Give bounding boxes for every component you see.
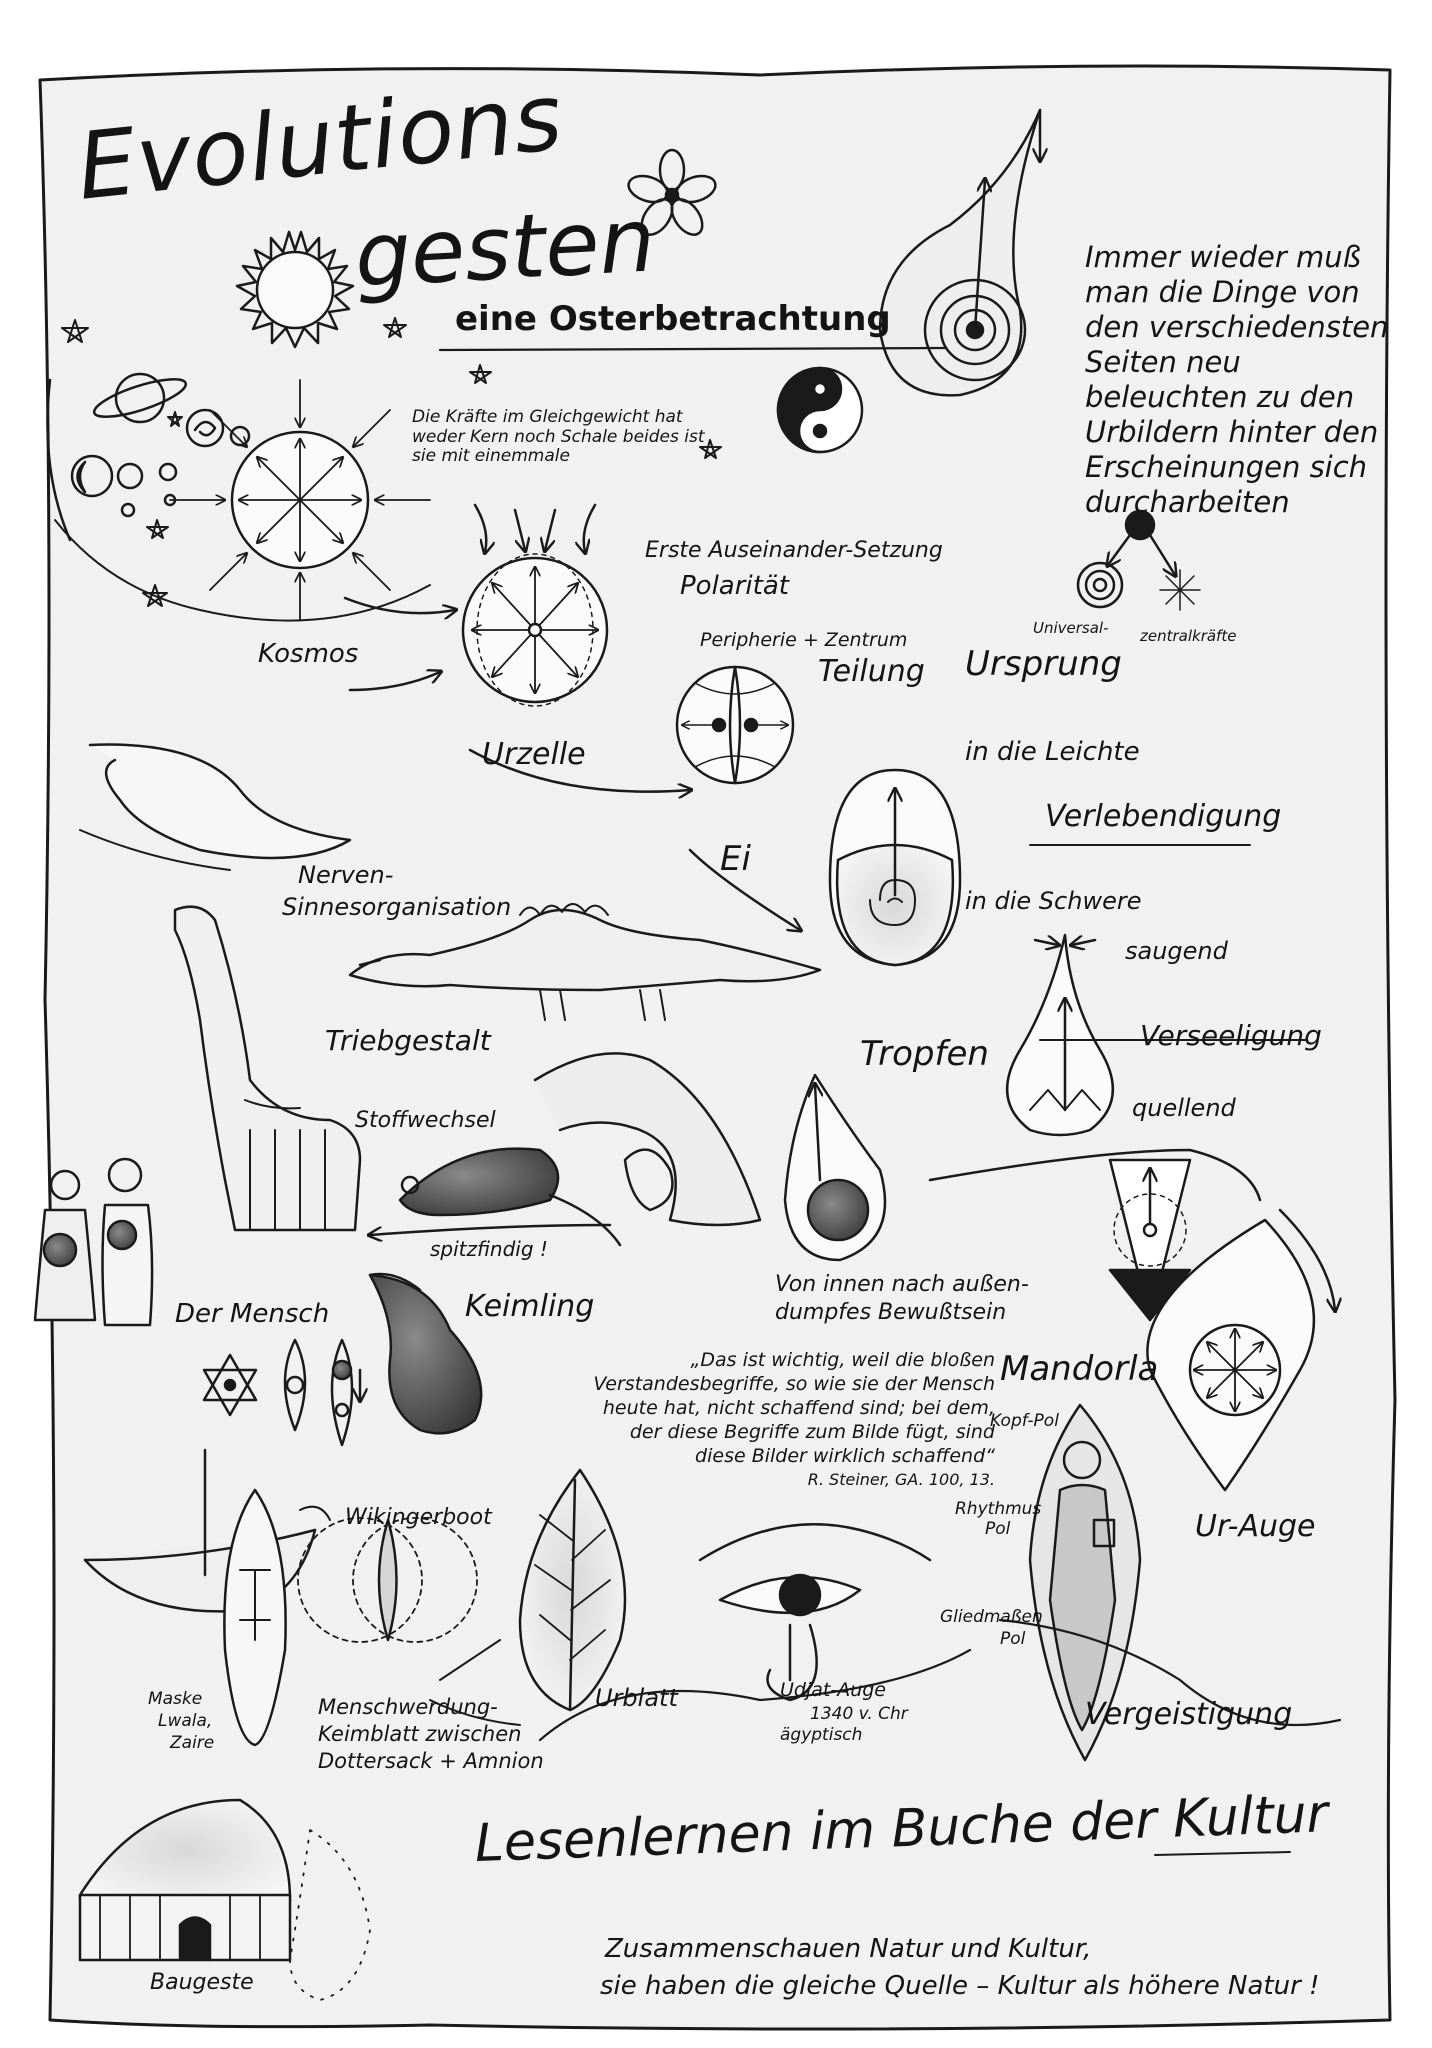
steiner-quote-line: heute hat, nicht schaffend sind; bei dem, [602, 1397, 995, 1419]
label-verseeligung: Verseeligung [1140, 1019, 1322, 1052]
label-keimling: Keimling [465, 1289, 595, 1324]
label-verlebendigung: Verlebendigung [1045, 799, 1282, 834]
label-auseinandersetzung: Erste Auseinander-Setzung [645, 538, 943, 563]
label-nerven: Nerven- [298, 861, 394, 889]
label-urzelle: Urzelle [482, 737, 586, 772]
label-peripherie: Peripherie + Zentrum [700, 629, 908, 651]
top-right-quote: Immer wieder muß man die Dinge von den verschiedensten Seiten neu beleuchten zu den Urbildern hinter den Erscheinungen sich durcharbeiten [1085, 240, 1389, 519]
label-urblatt: Urblatt [595, 1684, 678, 1712]
label-saugend: saugend [1125, 937, 1228, 965]
label-in-die-schwere: in die Schwere [965, 887, 1142, 915]
label-mandorla: Mandorla [1000, 1349, 1159, 1389]
footer-line-2: sie haben die gleiche Quelle – Kultur als höhere Natur ! [600, 1971, 1320, 2001]
label-polaritaet: Polarität [680, 571, 789, 601]
title-line-1: Evolutions [72, 63, 568, 221]
label-ursprung: Ursprung [965, 644, 1122, 684]
label-kosmos: Kosmos [258, 639, 359, 669]
label-rhythmus-pol: Pol [985, 1519, 1011, 1539]
label-teilung: Teilung [818, 654, 925, 689]
steiner-quote [525, 1348, 995, 1492]
steiner-quote-line: der diese Begriffe zum Bilde fügt, sind [629, 1421, 995, 1443]
label-tropfen: Tropfen [860, 1034, 989, 1074]
yinyang-icon [778, 368, 862, 452]
label-gliedmassen: Gliedmaßen [940, 1607, 1043, 1627]
label-dottersack: Dottersack + Amnion [318, 1749, 544, 1773]
label-udjat-origin: ägyptisch [780, 1725, 863, 1745]
label-universal: Universal- [1033, 619, 1109, 637]
steiner-quote-line: diese Bilder wirklich schaffend“ [695, 1445, 995, 1467]
urzelle-cell [677, 667, 793, 783]
subtitle: eine Osterbetrachtung [455, 299, 891, 339]
label-maske: Maske [148, 1689, 203, 1709]
label-maske-zaire: Zaire [170, 1733, 215, 1753]
label-zentralkraefte: zentralkräfte [1140, 627, 1237, 645]
label-dumpfes-bewusstsein: dumpfes Bewußtsein [775, 1300, 1007, 1325]
label-menschwerdung: Menschwerdung- [318, 1695, 498, 1719]
label-sinnesorganisation: Sinnesorganisation [282, 893, 512, 921]
label-maske-lwala: Lwala, [158, 1711, 213, 1731]
footer-line-1: Zusammenschauen Natur und Kultur, [605, 1934, 1092, 1964]
label-vergeistigung: Vergeistigung [1085, 1697, 1293, 1732]
label-udjat-date: 1340 v. Chr [810, 1704, 908, 1724]
label-wikingerboot: Wikingerboot [345, 1505, 492, 1530]
label-gleichgewicht: Die Kräfte im Gleichgewicht hat weder Kern noch Schale beides ist sie mit einemmale [412, 407, 705, 467]
steiner-quote-source: R. Steiner, GA. 100, 13. [807, 1470, 995, 1489]
label-von-innen: Von innen nach außen- [775, 1272, 1029, 1297]
label-in-die-leichte: in die Leichte [965, 737, 1140, 767]
label-quellend: quellend [1132, 1094, 1236, 1122]
label-gliedmassen-pol: Pol [1000, 1629, 1026, 1649]
label-baugeste: Baugeste [150, 1970, 254, 1995]
label-triebgestalt: Triebgestalt [325, 1024, 491, 1057]
label-kopf-pol: Kopf-Pol [990, 1411, 1059, 1431]
title-line-2: gesten [352, 188, 658, 307]
label-udjat: Udjat-Auge [780, 1679, 886, 1701]
label-rhythmus: Rhythmus [955, 1499, 1042, 1519]
label-ei: Ei [720, 839, 751, 879]
label-spitzfindig: spitzfindig ! [430, 1237, 548, 1261]
steiner-quote-line: Verstandesbegriffe, so wie sie der Mensch [593, 1373, 995, 1395]
label-stoffwechsel: Stoffwechsel [355, 1108, 496, 1133]
label-keimblatt: Keimblatt zwischen [318, 1722, 522, 1746]
label-ur-auge: Ur-Auge [1195, 1509, 1316, 1544]
egg-icon [830, 770, 960, 965]
steiner-quote-line: „Das ist wichtig, weil die bloßen [690, 1349, 995, 1371]
label-der-mensch: Der Mensch [175, 1299, 330, 1329]
footer-headline: Lesenlernen im Buche der Kultur [473, 1784, 1329, 1874]
